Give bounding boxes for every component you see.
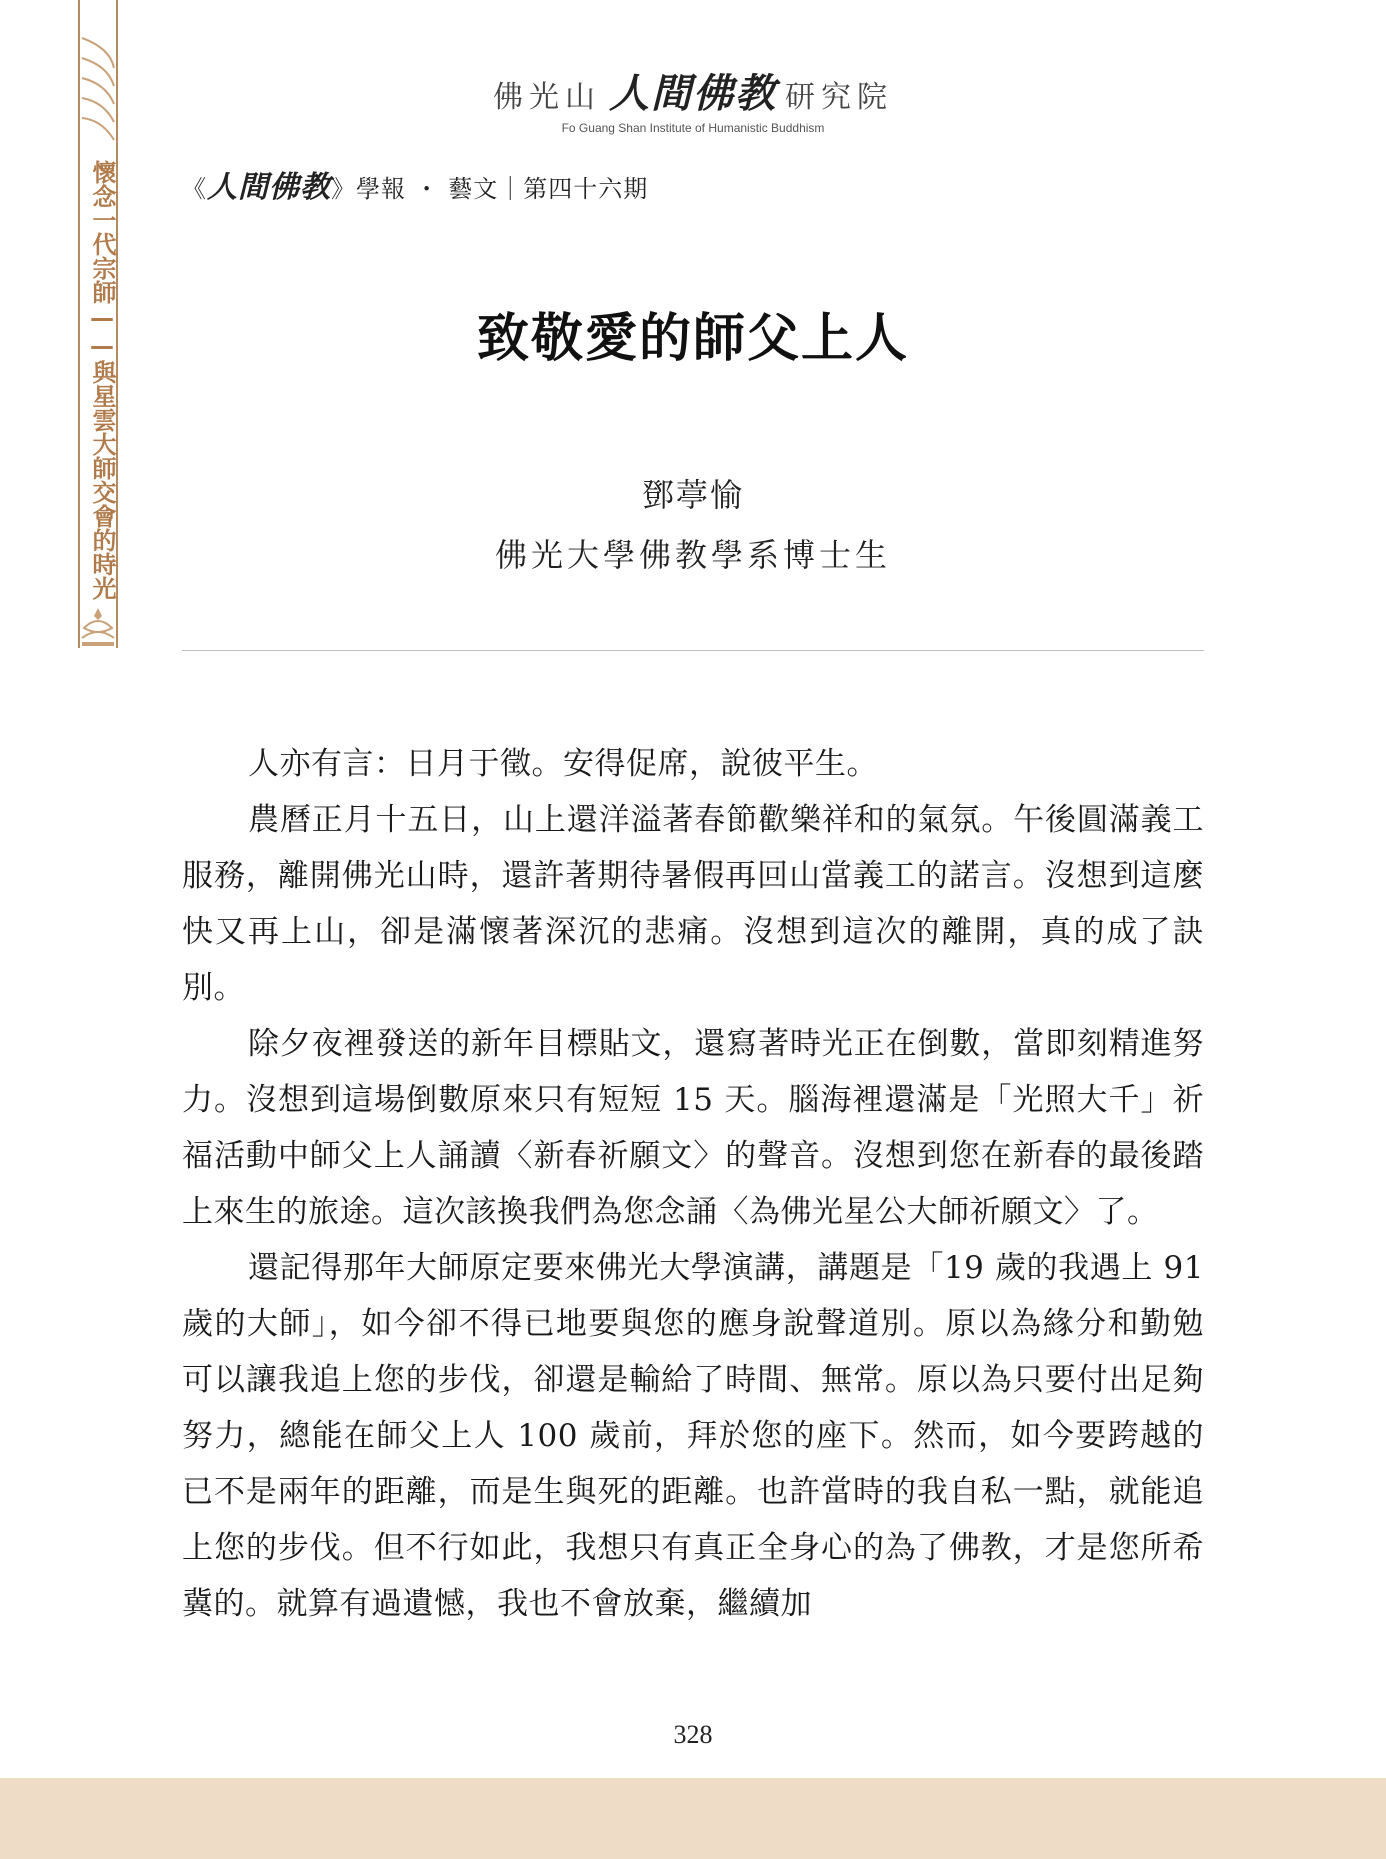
paragraph: 人亦有言：日月于徵。安得促席，說彼平生。 (248, 746, 878, 782)
paragraph: 除夕夜裡發送的新年目標貼文，還寫著時光正在倒數，當即刻精進努力。沒想到這場倒數原來只有短短 15 天。腦海裡還滿是「光照大千」祈福活動中師父上人誦讀〈新春祈願文〉的聲音。沒想到您在新春的最後踏上來生的旅途。這次該換我們為您念誦〈為佛光星公大師祈願文〉了。 (182, 1026, 1204, 1230)
page-number: 328 (673, 1720, 713, 1749)
journal-close-bracket: 》 (331, 175, 356, 203)
institute-prefix: 佛光山 (493, 80, 601, 115)
article-title: 致敬愛的師父上人 (476, 309, 909, 369)
institute-header (0, 62, 1386, 135)
institute-brand: 人間佛教 (609, 70, 777, 117)
journal-brand: 人間佛教 (207, 170, 331, 205)
journal-open-bracket: 《 (182, 175, 207, 203)
paragraph: 農曆正月十五日，山上還洋溢著春節歡樂祥和的氣氛。午後圓滿義工服務，離開佛光山時，還許著期待暑假再回山當義工的諾言。沒想到這麼快又再上山，卻是滿懷著深沉的悲痛。沒想到這次的離開，真的成了訣別。 (182, 802, 1204, 1006)
lotus-ornament-icon (80, 606, 116, 648)
institute-suffix: 研究院 (785, 80, 893, 115)
side-tab-title: 懷念一代宗師——與星雲大師交會的時光 (88, 160, 116, 600)
institute-name (0, 62, 1386, 119)
journal-line (182, 162, 648, 206)
institute-english: Fo Guang Shan Institute of Humanistic Buddhism (561, 121, 825, 135)
article-author: 鄧葶愉 (641, 476, 744, 514)
divider (182, 650, 1204, 651)
article-body (182, 736, 1204, 1632)
footer-band (0, 1778, 1386, 1859)
article-affiliation: 佛光大學佛教學系博士生 (494, 536, 891, 574)
journal-issue: 學報 ・ 藝文｜第四十六期 (356, 175, 649, 203)
paragraph: 還記得那年大師原定要來佛光大學演講，講題是「19 歲的我遇上 91 歲的大師」，如今卻不得已地要與您的應身說聲道別。原以為緣分和勤勉可以讓我追上您的步伐，卻還是輸給了時間、無常。原以為只要付出足夠努力，總能在師父上人 100 歲前，拜於您的座下。然而，如今要跨越的已不是兩年的距離，而是生與死的距離。也許當時的我自私一點，就能追上您的步伐。但不行如此，我想只有真正全身心的為了佛教，才是您所希冀的。就算有過遺憾，我也不會放棄，繼續加 (182, 1250, 1204, 1622)
